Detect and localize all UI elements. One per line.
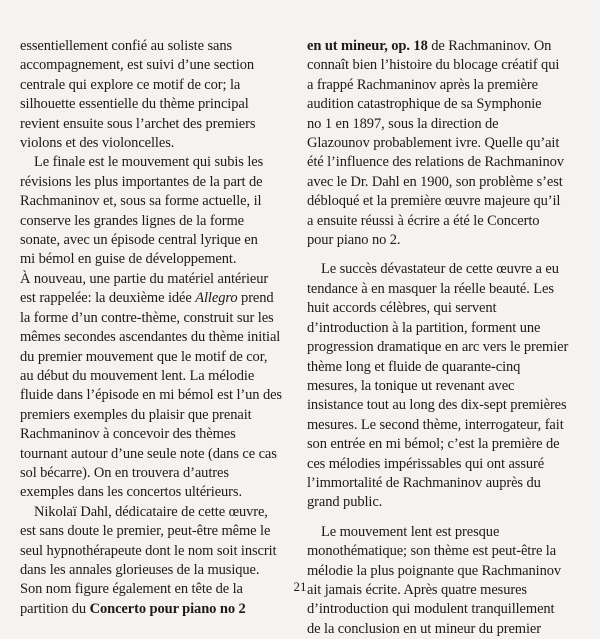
text-segment: de Rachmaninov. On bbox=[427, 38, 552, 54]
bold-work-title: en ut mineur, op. 18 bbox=[307, 38, 428, 54]
text-line: Glazounov probablement ivre. Quelle qu’ait bbox=[307, 135, 560, 152]
text-line: no 1 en 1897, sous la direction de bbox=[307, 115, 499, 132]
text-line: progression dramatique en arc vers le premier bbox=[307, 339, 569, 356]
text-line: essentiellement confié au soliste sans bbox=[20, 38, 233, 54]
left-column bbox=[20, 37, 292, 619]
text-line: mesures, la tonique ut revenant avec bbox=[307, 377, 515, 394]
text-line: centrale qui explore ce motif de cor; la bbox=[20, 76, 241, 93]
text-line: audition catastrophique de sa Symphonie bbox=[307, 96, 542, 113]
text-line: a frappé Rachmaninov après la première bbox=[307, 76, 538, 93]
italic-term: Allegro bbox=[195, 290, 238, 307]
text-line: premiers exemples du plaisir que prenait bbox=[20, 406, 252, 423]
text-line: sonate, avec un épisode central lyrique en bbox=[20, 232, 258, 249]
text-line: connaît bien l’histoire du blocage créatif qui bbox=[307, 57, 560, 74]
text-line: À nouveau, une partie du matériel antérieur bbox=[20, 270, 269, 287]
text-line: Son nom figure également en tête de la bbox=[20, 581, 243, 598]
text-line: Rachmaninov et, sous sa forme actuelle, il bbox=[20, 193, 262, 210]
text-line: mi bémol en guise de développement. bbox=[20, 251, 237, 268]
text-line: mesures. Le second thème, interrogateur, fait bbox=[307, 416, 564, 433]
text-line: dans les annales glorieuses de la musique. bbox=[20, 561, 260, 578]
text-line: tournant autour d’une seule note (dans ce cas bbox=[20, 445, 277, 462]
paragraph-1 bbox=[20, 37, 292, 153]
text-line: du premier mouvement que le motif de cor, bbox=[20, 348, 268, 365]
text-line: a ensuite réussi à écrire a été le Concerto bbox=[307, 212, 540, 229]
text-segment: prend bbox=[237, 290, 274, 307]
text-line: Le mouvement lent est presque bbox=[321, 523, 500, 540]
text-line: pour piano no 2. bbox=[307, 232, 401, 249]
text-line: est sans doute le premier, peut-être même le bbox=[20, 523, 271, 540]
text-line: revient ensuite sous l’archet des premiers bbox=[20, 115, 256, 132]
text-line: débloqué et la première œuvre majeure qu’il bbox=[307, 193, 561, 210]
text-line: ces mélodies impérissables qui ont assuré bbox=[307, 455, 545, 472]
text-line: grand public. bbox=[307, 494, 383, 511]
text-line: Rachmaninov à concevoir des thèmes bbox=[20, 426, 236, 443]
text-line: son entrée en mi bémol; c’est la première de bbox=[307, 436, 560, 453]
text-line: monothématique; son thème est peut-être la bbox=[307, 543, 557, 560]
text-line: révisions les plus importantes de la part de bbox=[20, 173, 263, 190]
text-line: de la conclusion en ut mineur du premier bbox=[307, 620, 541, 637]
text-line: Le finale est le mouvement qui subis les bbox=[34, 154, 264, 171]
text-segment: partition du bbox=[20, 600, 90, 617]
paragraph-3 bbox=[20, 270, 292, 503]
text-line: sol bécarre). On en trouvera d’autres bbox=[20, 464, 229, 481]
text-line: insistance tout au long des dix-sept premières bbox=[307, 397, 567, 414]
text-line: ait jamais écrite. Après quatre mesures bbox=[307, 581, 527, 598]
text-line: silhouette essentielle du thème principal bbox=[20, 96, 249, 113]
text-line: fluide dans l’épisode en mi bémol est l’un des bbox=[20, 387, 282, 404]
text-line: mêmes secondes ascendantes du thème initial bbox=[20, 329, 281, 346]
text-segment: est rappelée: la deuxième idée bbox=[20, 290, 196, 307]
text-line: avec le Dr. Dahl en 1900, son problème s’est bbox=[307, 173, 563, 190]
text-line: violons et des violoncelles. bbox=[20, 135, 175, 152]
text-line: Le succès dévastateur de cette œuvre a eu bbox=[321, 261, 559, 278]
bold-work-title: Concerto pour piano no 2 bbox=[89, 600, 246, 617]
text-line: d’introduction à la partition, forment une bbox=[307, 319, 541, 336]
paragraph-5 bbox=[307, 37, 584, 250]
page-number: 21 bbox=[293, 579, 307, 594]
text-line bbox=[20, 601, 246, 617]
text-line: mélodie la plus poignante que Rachmaninov bbox=[307, 562, 562, 579]
text-line bbox=[307, 38, 551, 54]
text-line: au début du mouvement lent. La mélodie bbox=[20, 367, 255, 384]
text-line: seul hypnothérapeute dont le nom soit inscrit bbox=[20, 542, 277, 559]
text-line: accompagnement, est suivi d’une section bbox=[20, 57, 255, 74]
text-line: tendance à en masquer la réelle beauté. Les bbox=[307, 280, 554, 297]
right-column bbox=[307, 37, 584, 639]
text-line: thème long et fluide de quarante-cinq bbox=[307, 358, 521, 375]
text-line: huit accords célèbres, qui servent bbox=[307, 300, 497, 317]
text-line: d’introduction qui modulent tranquillement bbox=[307, 601, 555, 618]
text-line: été l’influence des relations de Rachmaninov bbox=[307, 154, 564, 171]
text-line bbox=[20, 290, 274, 306]
paragraph-4 bbox=[20, 503, 292, 619]
paragraph-2 bbox=[20, 153, 292, 269]
text-line: l’immortalité de Rachmaninov auprès du bbox=[307, 474, 541, 491]
paragraph-6 bbox=[307, 260, 584, 512]
text-line: conserve les grandes lignes de la forme bbox=[20, 212, 244, 229]
text-line: la forme d’un contre-thème, construit sur les bbox=[20, 309, 274, 326]
text-line: Nikolaï Dahl, dédicataire de cette œuvre, bbox=[34, 503, 268, 520]
text-line: exemples dans les concertos ultérieurs. bbox=[20, 484, 242, 501]
